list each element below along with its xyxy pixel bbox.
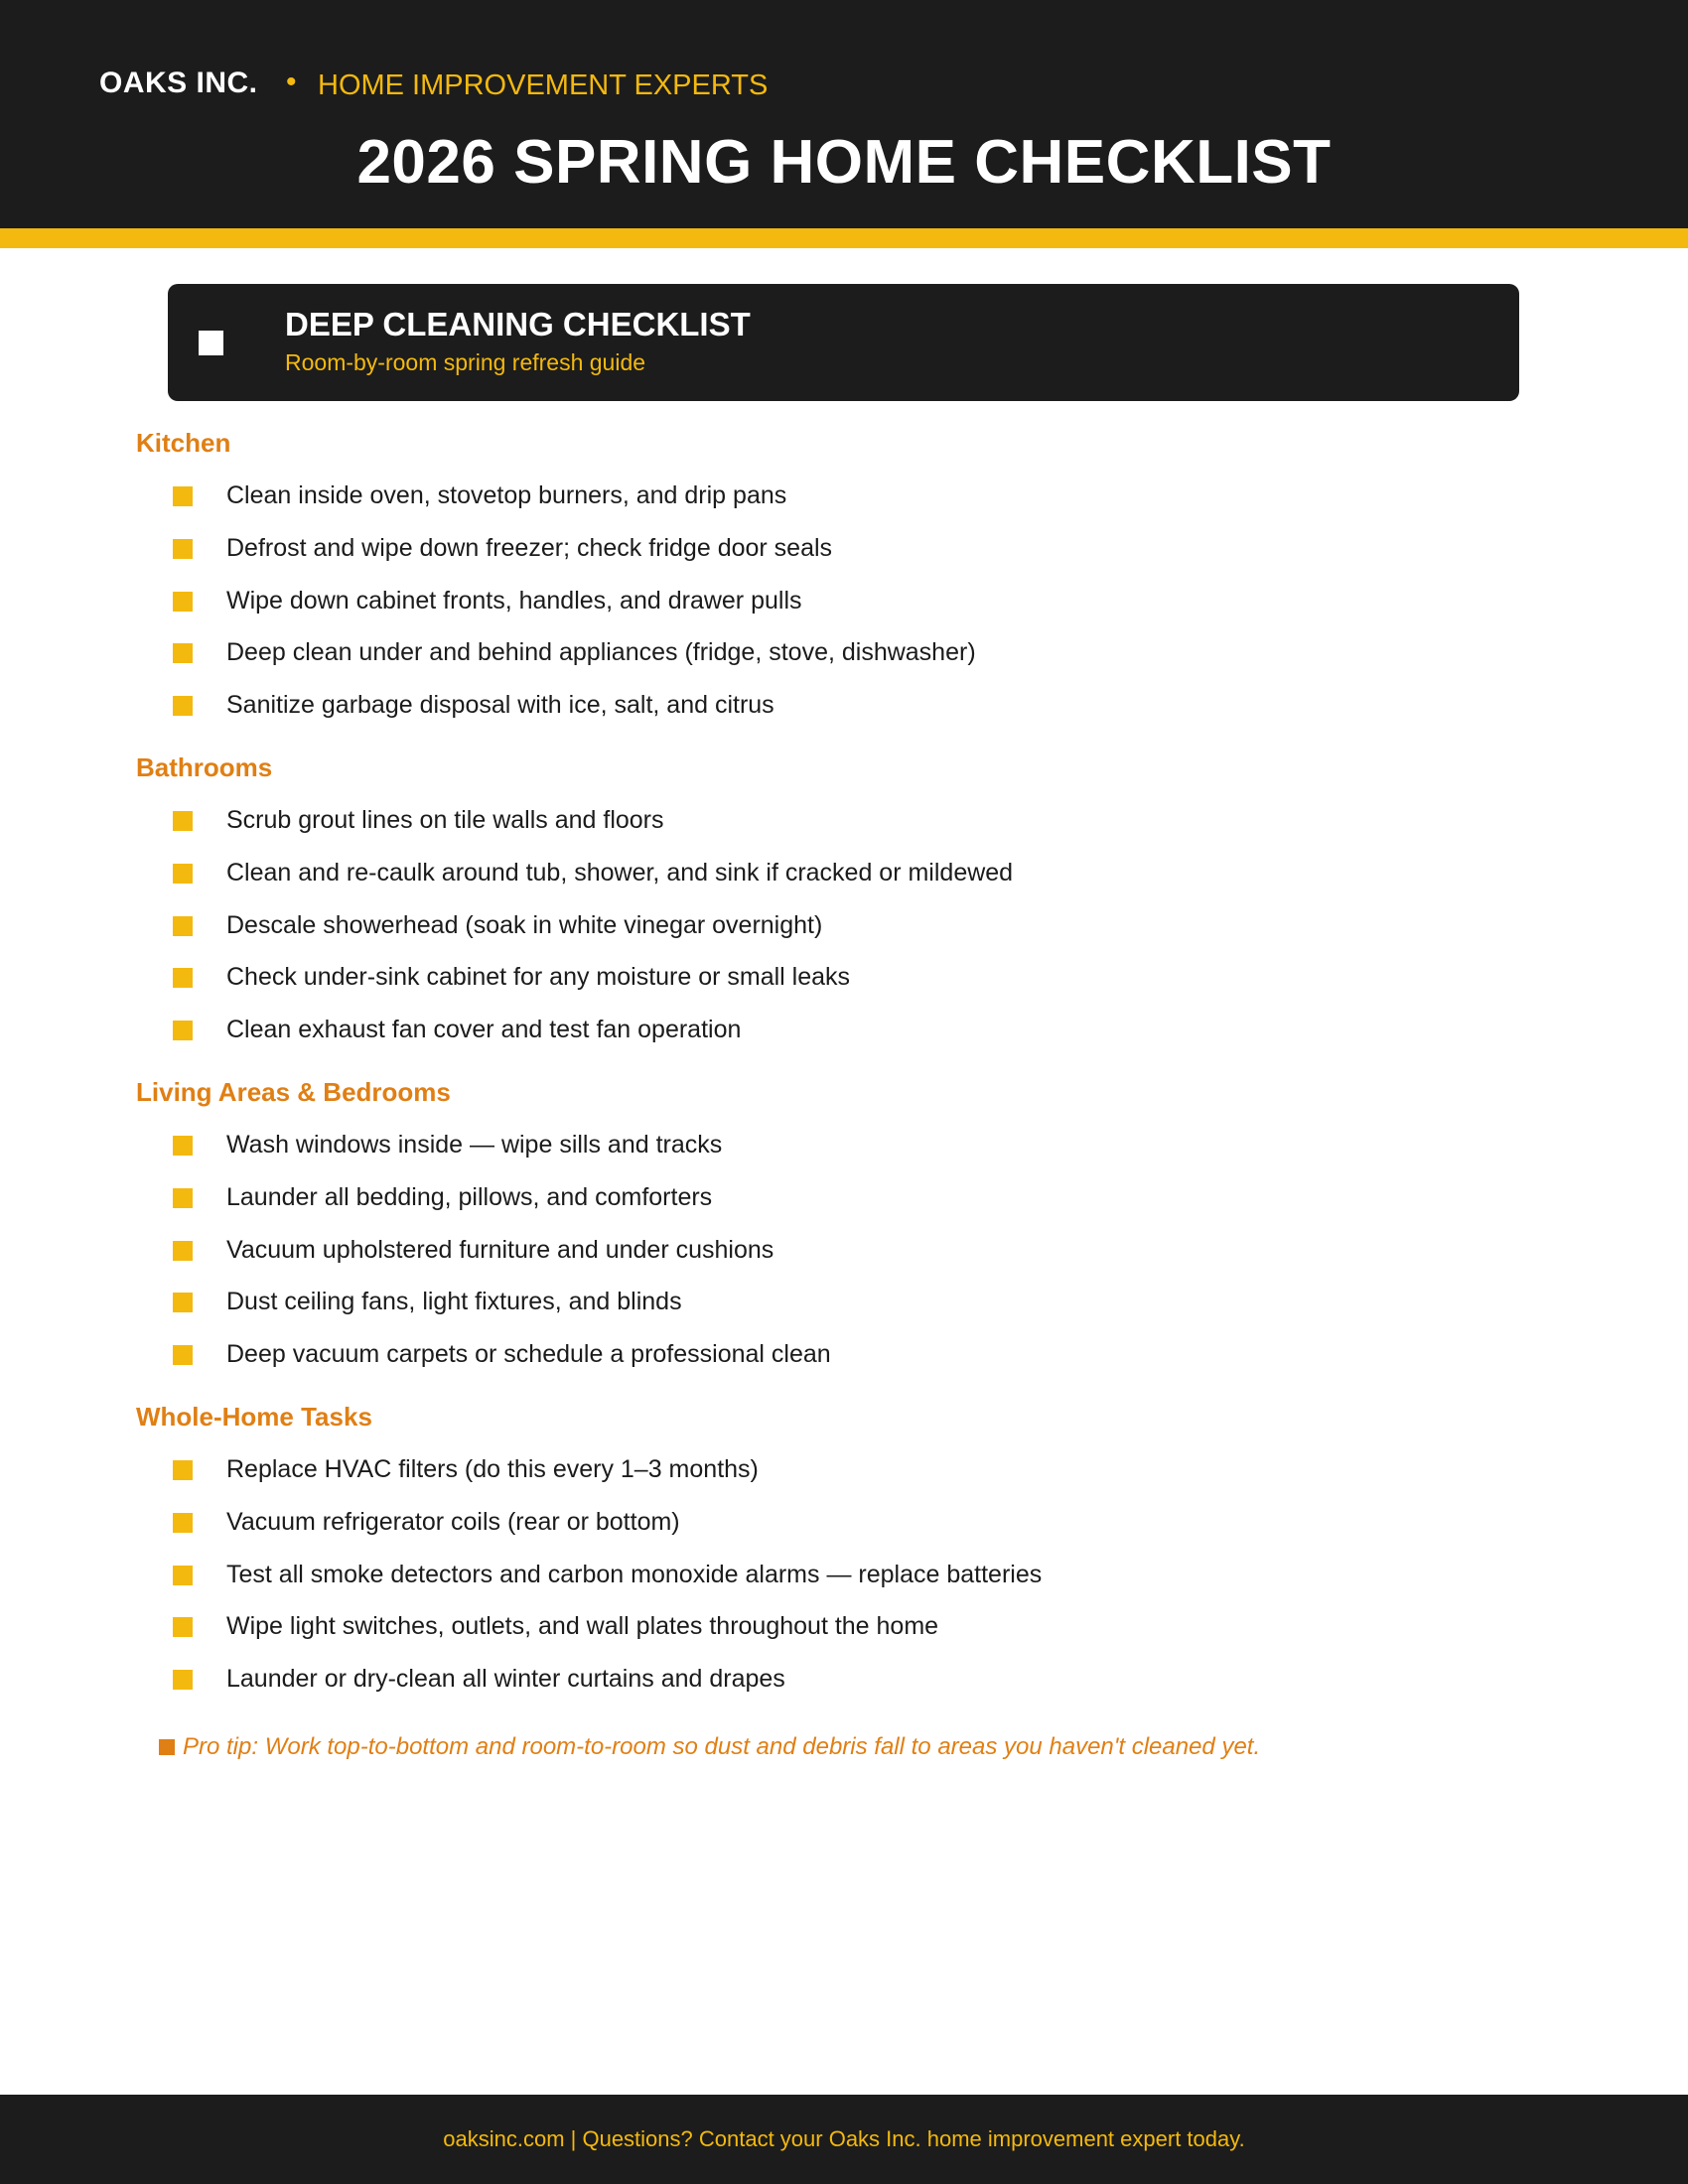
brand-tagline: HOME IMPROVEMENT EXPERTS [318, 69, 769, 101]
checklist-item-text: Dust ceiling fans, light fixtures, and blinds [226, 1288, 682, 1316]
checklist-item-text: Test all smoke detectors and carbon monoxide alarms — replace batteries [226, 1560, 1043, 1588]
group-heading: Living Areas & Bedrooms [136, 1077, 451, 1107]
group-heading: Bathrooms [136, 752, 273, 782]
checklist-item-text: Vacuum refrigerator coils (rear or bottom) [226, 1507, 680, 1536]
section-banner [168, 284, 1519, 401]
checklist-item-text: Sanitize garbage disposal with ice, salt, and citrus [226, 691, 774, 719]
checklist-item-text: Launder all bedding, pillows, and comforters [226, 1182, 713, 1211]
checklist-item-text: Wash windows inside — wipe sills and tracks [226, 1131, 723, 1159]
checkbox-icon[interactable] [173, 696, 193, 716]
checkbox-icon[interactable] [173, 811, 193, 831]
group-heading: Whole-Home Tasks [136, 1402, 372, 1432]
brand-name: OAKS INC. [99, 67, 258, 99]
checkbox-icon[interactable] [173, 1345, 193, 1365]
checkbox-icon[interactable] [173, 1566, 193, 1585]
checklist-item-text: Wipe light switches, outlets, and wall plates throughout the home [226, 1612, 939, 1641]
checkbox-icon[interactable] [173, 1188, 193, 1208]
section-subtitle: Room-by-room spring refresh guide [285, 349, 646, 375]
checklist-item-text: Deep clean under and behind appliances (fridge, stove, dishwasher) [226, 638, 976, 667]
brand-separator: • [286, 66, 297, 98]
checkbox-icon[interactable] [173, 1293, 193, 1312]
checklist-item-text: Launder or dry-clean all winter curtains and drapes [226, 1665, 785, 1693]
checklist-item-text: Replace HVAC filters (do this every 1–3 months) [226, 1455, 759, 1483]
checklist-item-text: Defrost and wipe down freezer; check fridge door seals [226, 533, 833, 562]
checklist-item-text: Clean exhaust fan cover and test fan operation [226, 1016, 742, 1043]
checklist-item-text: Descale showerhead (soak in white vinegar overnight) [226, 910, 823, 939]
checkbox-icon[interactable] [173, 1617, 193, 1637]
checkbox-icon[interactable] [173, 1241, 193, 1261]
pro-tip-text: Pro tip: Work top-to-bottom and room-to-room so dust and debris fall to areas you haven't cleaned yet. [183, 1733, 1261, 1760]
checkbox-square-icon [199, 331, 223, 355]
checkbox-icon[interactable] [173, 643, 193, 663]
checkbox-icon[interactable] [173, 864, 193, 884]
checkbox-icon[interactable] [173, 1513, 193, 1533]
checkbox-icon[interactable] [173, 1136, 193, 1156]
group-heading: Kitchen [136, 428, 231, 458]
checklist-item-text: Scrub grout lines on tile walls and floors [226, 806, 664, 834]
checklist-item-text: Clean inside oven, stovetop burners, and drip pans [226, 481, 787, 509]
checklist-item-text: Deep vacuum carpets or schedule a professional clean [226, 1340, 831, 1368]
page-footer [0, 2095, 1688, 2184]
page-title: 2026 SPRING HOME CHECKLIST [356, 128, 1332, 197]
checkbox-icon[interactable] [173, 486, 193, 506]
tip-square-icon [159, 1739, 175, 1755]
checkbox-icon[interactable] [173, 916, 193, 936]
checkbox-icon[interactable] [173, 1021, 193, 1040]
checklist-item-text: Vacuum upholstered furniture and under cushions [226, 1235, 774, 1264]
checkbox-icon[interactable] [173, 968, 193, 988]
checkbox-icon[interactable] [173, 539, 193, 559]
checkbox-icon[interactable] [173, 1670, 193, 1690]
section-title: DEEP CLEANING CHECKLIST [285, 306, 751, 342]
checklist-item-text: Check under-sink cabinet for any moisture or small leaks [226, 963, 851, 992]
checklist-item-text: Wipe down cabinet fronts, handles, and drawer pulls [226, 586, 802, 614]
checklist-item-text: Clean and re-caulk around tub, shower, and sink if cracked or mildewed [226, 858, 1014, 887]
footer-text: oaksinc.com | Questions? Contact your Oaks Inc. home improvement expert today. [443, 2126, 1245, 2151]
checkbox-icon[interactable] [173, 1460, 193, 1480]
checkbox-icon[interactable] [173, 592, 193, 612]
page-header [0, 0, 1688, 228]
header-accent-stripe [0, 228, 1688, 248]
